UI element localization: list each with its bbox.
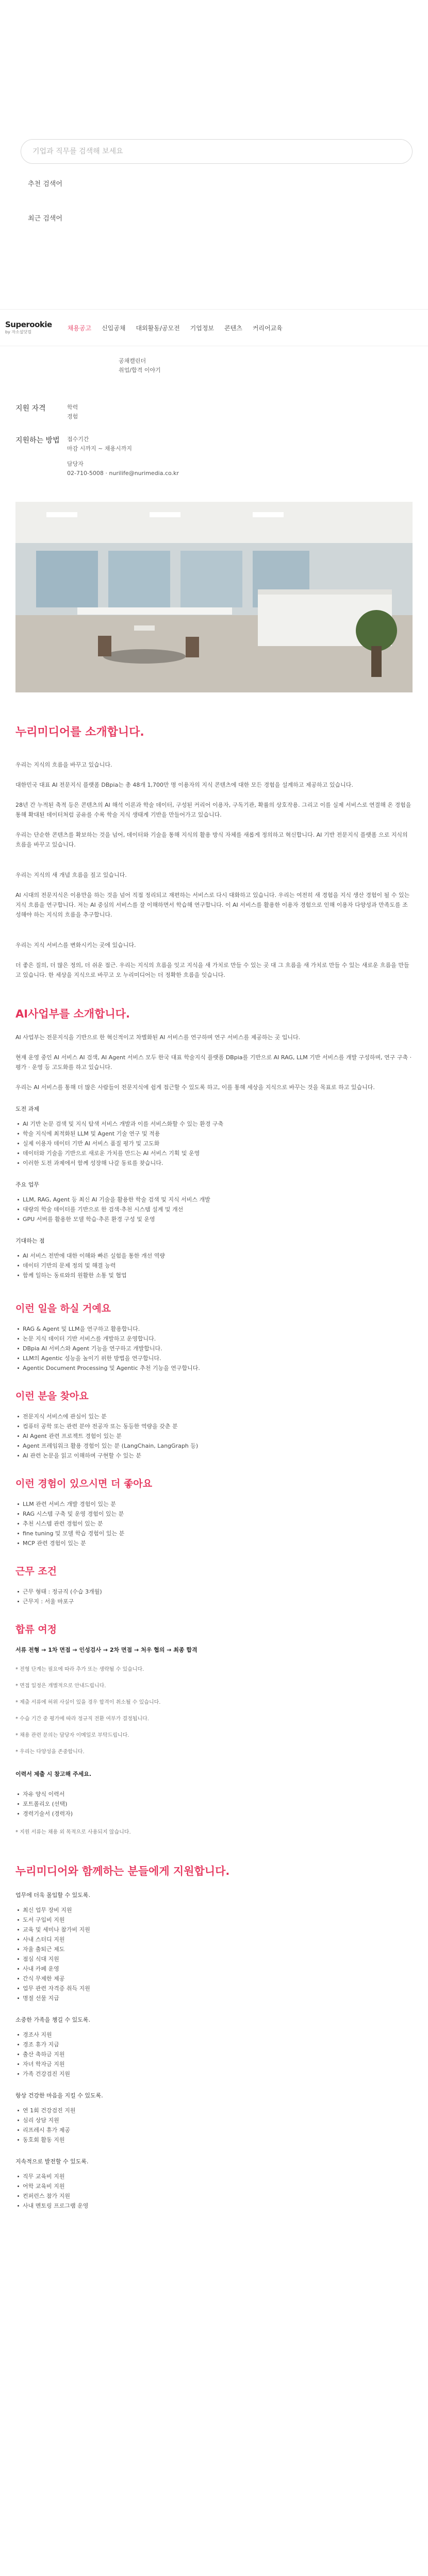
submit-list xyxy=(15,1789,413,1819)
process-note: * 면접 일정은 개별적으로 안내드립니다. xyxy=(15,1683,106,1689)
list-item: 경조 휴가 지급 xyxy=(15,2040,413,2049)
challenge-list xyxy=(15,1119,413,1168)
list-item: 컴퓨터 공학 또는 관련 분야 전공자 또는 동등한 역량을 갖춘 분 xyxy=(15,1421,413,1431)
qualification-label: 지원 자격 xyxy=(15,404,46,413)
expectation-label: 기대하는 점 xyxy=(15,1238,45,1244)
list-item: LLM의 Agentic 성능을 높이기 위한 방법을 연구합니다. xyxy=(15,1353,413,1363)
list-item: 학술 지식에 최적화된 LLM 및 Agent 기술 연구 및 적용 xyxy=(15,1129,413,1139)
logo[interactable] xyxy=(5,321,52,334)
list-item: 교육 및 세미나 참가비 지원 xyxy=(15,1925,413,1935)
list-item: 전문지식 서비스에 관심이 있는 분 xyxy=(15,1412,413,1421)
list-item: 사내 스터디 지원 xyxy=(15,1935,413,1944)
qualification-education: 학력 xyxy=(67,404,78,411)
process-note: * 우리는 다양성을 존중합니다. xyxy=(15,1749,85,1755)
nav-item-company[interactable]: 기업정보 xyxy=(190,324,215,332)
list-item: 동호회 활동 지원 xyxy=(15,2135,413,2145)
list-item: 포트폴리오 (선택) xyxy=(15,1799,413,1809)
qualification-experience: 경험 xyxy=(67,413,78,420)
list-item: 논문 지식 데이터 기반 서비스를 개발하고 운영합니다. xyxy=(15,1334,413,1344)
duties-label: 주요 업무 xyxy=(15,1181,40,1188)
list-item: 근무 형태 : 정규직 (수습 3개월) xyxy=(15,1587,413,1597)
business-p2: 현재 운영 중인 AI 서비스 AI 검색, AI Agent 서비스 모두 한국 대표 학술지식 플랫폼 DBpia를 기반으로 AI RAG, LLM 기반 서비스를 개발 구성하며, 연구 구축 · 평가 · 운영 등 고도화를 하고 있습니다. xyxy=(15,1054,412,1071)
support-title: 누리미디어와 함께하는 분들에게 지원합니다. xyxy=(15,1865,230,1877)
logo-text: Superookie xyxy=(5,320,52,329)
office-illustration xyxy=(15,502,413,692)
business-p3: 우리는 AI 서비스를 통해 더 많은 사람들이 전문지식에 쉽게 접근할 수 있도록 하고, 이를 통해 세상을 지식으로 바꾸는 것을 목표로 하고 있습니다. xyxy=(15,1084,375,1091)
list-item: 이러한 도전 과제에서 함께 성장해 나갈 동료를 찾습니다. xyxy=(15,1158,413,1168)
expectation-list xyxy=(15,1251,413,1280)
apply-method-label: 지원하는 방법 xyxy=(15,436,60,445)
process-note: * 채용 관련 문의는 담당자 이메일로 부탁드립니다. xyxy=(15,1733,129,1738)
support-list-work xyxy=(15,1905,413,2003)
nav-item-education[interactable]: 커리어교육 xyxy=(252,324,283,332)
list-item: 명절 선물 지급 xyxy=(15,1993,413,2003)
process-title: 합류 여정 xyxy=(15,1624,57,1635)
process-steps: 서류 전형 → 1차 면접 → 인성검사 → 2차 면접 → 처우 협의 → 최종 합격 xyxy=(15,1647,197,1653)
search-box[interactable] xyxy=(21,139,413,164)
sub-nav xyxy=(0,346,428,403)
list-item: 점심 식대 지원 xyxy=(15,1954,413,1964)
intro-p1: 우리는 지식의 흐름을 바꾸고 있습니다. xyxy=(15,761,112,768)
nav-item-activities[interactable]: 대외활동/공모전 xyxy=(136,324,180,332)
process-note: * 수습 기간 중 평가에 따라 정규직 전환 여부가 결정됩니다. xyxy=(15,1716,149,1722)
list-item: 출산 축하금 지원 xyxy=(15,2049,413,2059)
main-content xyxy=(0,692,428,2211)
support-list-growth xyxy=(15,2172,413,2211)
condition-list xyxy=(15,1587,413,1606)
office-photo xyxy=(15,502,413,692)
list-item: 사내 카페 운영 xyxy=(15,1964,413,1974)
list-item: 간식 무제한 제공 xyxy=(15,1974,413,1984)
support-list-family xyxy=(15,2030,413,2079)
list-item: AI 관련 논문을 읽고 이해하며 구현할 수 있는 분 xyxy=(15,1451,413,1461)
list-item: 근무지 : 서울 마포구 xyxy=(15,1597,413,1606)
list-item: 리프레시 휴가 제공 xyxy=(15,2125,413,2135)
process-note: * 전형 단계는 필요에 따라 추가 또는 생략될 수 있습니다. xyxy=(15,1667,144,1672)
list-item: 자녀 학자금 지원 xyxy=(15,2059,413,2069)
list-item: 가족 건강검진 지원 xyxy=(15,2069,413,2079)
intro-p2: 대한민국 대표 AI 전문지식 플랫폼 DBpia는 총 48개 1,700만 명 이용자의 지식 콘텐츠에 대한 모든 경험을 설계하고 제공하고 있습니다. xyxy=(15,782,353,788)
list-item: 함께 일하는 동료와의 원활한 소통 및 협업 xyxy=(15,1270,413,1280)
list-item: 경력기술서 (경력자) xyxy=(15,1809,413,1819)
apply-period-value: 마감 시까지 ~ 채용시까지 xyxy=(67,445,132,452)
contact-label: 담당자 xyxy=(67,461,84,467)
work-list xyxy=(15,1324,413,1373)
support-label-growth: 지속적으로 발전할 수 있도록. xyxy=(15,2158,89,2165)
list-item: 직무 교육비 지원 xyxy=(15,2172,413,2181)
intro-p4: 우리는 단순한 콘텐츠를 확보하는 것을 넘어, 데이터와 기술을 통해 지식의 활용 방식 자체를 새롭게 정의하고 혁신합니다. AI 기반 전문지식 플랫폼 으로 지식의 흐름을 바꾸고 있습니다. xyxy=(15,832,408,848)
site-header xyxy=(0,309,428,346)
list-item: 실제 이용자 데이터 기반 AI 서비스 품질 평가 및 고도화 xyxy=(15,1139,413,1148)
list-item: AI 기반 논문 검색 및 지식 탐색 서비스 개발과 이를 서비스화할 수 있는 환경 구축 xyxy=(15,1119,413,1129)
list-item: DBpia AI 서비스와 Agent 기능을 연구하고 개발합니다. xyxy=(15,1344,413,1353)
main-nav xyxy=(68,324,283,332)
apply-method-row xyxy=(15,435,413,478)
list-item: 업무 관련 자격증 취득 지원 xyxy=(15,1984,413,1993)
list-item: fine tuning 및 모델 학습 경험이 있는 분 xyxy=(15,1529,413,1538)
plus-list xyxy=(15,1499,413,1548)
list-item: 자율 출퇴근 제도 xyxy=(15,1944,413,1954)
list-item: 경조사 지원 xyxy=(15,2030,413,2040)
sub-nav-stories[interactable]: 취업/합격 이야기 xyxy=(119,367,161,374)
nav-item-jobs[interactable]: 채용공고 xyxy=(67,324,92,332)
list-item: 대량의 학술 데이터를 기반으로 한 검색·추천 시스템 설계 및 개선 xyxy=(15,1205,413,1214)
search-input[interactable] xyxy=(32,147,401,156)
business-p1: AI 사업부는 전문지식을 기반으로 한 혁신적이고 차별화된 AI 서비스를 연구하며 연구 서비스를 제공하는 곳 입니다. xyxy=(15,1034,301,1041)
challenge-label: 도전 과제 xyxy=(15,1106,40,1112)
sub-nav-calendar[interactable]: 공채캘린더 xyxy=(119,358,146,364)
list-item: 자유 양식 이력서 xyxy=(15,1789,413,1799)
apply-period-label: 접수기간 xyxy=(67,436,89,443)
list-item: 데이터 기반의 문제 정의 및 해결 능력 xyxy=(15,1261,413,1270)
condition-title: 근무 조건 xyxy=(15,1566,57,1577)
recent-search-label: 최근 검색어 xyxy=(28,215,62,223)
recommended-search-label: 추천 검색어 xyxy=(28,180,62,188)
list-item: 데이터와 기술을 기반으로 새로운 가치를 만드는 AI 서비스 기획 및 운영 xyxy=(15,1148,413,1158)
list-item: AI 서비스 전반에 대한 이해와 빠른 실험을 통한 개선 역량 xyxy=(15,1251,413,1261)
support-label-family: 소중한 가족을 챙길 수 있도록. xyxy=(15,2016,90,2023)
qualification-row xyxy=(15,403,413,421)
list-item: RAG & Agent 및 LLM을 연구하고 활용합니다. xyxy=(15,1324,413,1334)
list-item: 사내 멘토링 프로그램 운영 xyxy=(15,2201,413,2211)
list-item: GPU 서버를 활용한 모델 학습·추론 환경 구성 및 운영 xyxy=(15,1214,413,1224)
logo-subtext: by 자소설닷컴 xyxy=(5,330,31,334)
intro-p8: 더 좋은 질의, 더 많은 정의, 더 쉬운 접근. 우리는 지식의 흐름을 잇고 지식을 새 가치로 만들 수 있는 곳 대 그 흐름을 새 가치로 만들 수 있는 새로운 흐름을 만들고 있습니다. 한 세상을 지식으로 바꾸고 오 누리미디어는 더 정확한 흐름을 잇습니다. xyxy=(15,962,409,978)
nav-item-newcomer[interactable]: 신입공채 xyxy=(102,324,126,332)
intro-p5: 우리는 지식의 새 개념 흐름을 짚고 있습니다. xyxy=(15,872,127,878)
list-item: LLM, RAG, Agent 등 최신 AI 기술을 활용한 학술 검색 및 지식 서비스 개발 xyxy=(15,1195,413,1205)
submit-title: 이력서 제출 시 참고해 주세요. xyxy=(15,1771,92,1777)
list-item: AI Agent 관련 프로젝트 경험이 있는 분 xyxy=(15,1431,413,1441)
plus-title: 이런 경험이 있으시면 더 좋아요 xyxy=(15,1478,153,1489)
support-label-work: 업무에 더욱 몰입할 수 있도록. xyxy=(15,1892,90,1899)
find-title: 이런 분을 찾아요 xyxy=(15,1391,89,1402)
list-item: LLM 관련 서비스 개발 경험이 있는 분 xyxy=(15,1499,413,1509)
list-item: MCP 관련 경험이 있는 분 xyxy=(15,1538,413,1548)
list-item: 어학 교육비 지원 xyxy=(15,2181,413,2191)
intro-title: 누리미디어를 소개합니다. xyxy=(15,726,144,739)
list-item: 연 1회 건강검진 지원 xyxy=(15,2106,413,2115)
list-item: 심리 상담 지원 xyxy=(15,2115,413,2125)
work-title: 이런 일을 하실 거예요 xyxy=(15,1303,111,1314)
list-item: 도서 구입비 지원 xyxy=(15,1915,413,1925)
nav-item-contents[interactable]: 콘텐츠 xyxy=(224,324,242,332)
duties-list xyxy=(15,1195,413,1224)
list-item: Agentic Document Processing 및 Agentic 추천 기능을 연구합니다. xyxy=(15,1363,413,1373)
list-item: RAG 시스템 구축 및 운영 경험이 있는 분 xyxy=(15,1509,413,1519)
list-item: 최신 업무 장비 지원 xyxy=(15,1905,413,1915)
list-item: Agent 프레임워크 활용 경험이 있는 분 (LangChain, LangGraph 등) xyxy=(15,1441,413,1451)
list-item: 컨퍼런스 참가 지원 xyxy=(15,2191,413,2201)
submit-note: * 지원 서류는 채용 외 목적으로 사용되지 않습니다. xyxy=(15,1829,131,1835)
support-label-health: 항상 건강한 마음을 지킬 수 있도록. xyxy=(15,2092,103,2099)
find-list xyxy=(15,1412,413,1461)
job-info xyxy=(0,403,428,478)
support-list-health xyxy=(15,2106,413,2145)
business-title: AI사업부를 소개합니다. xyxy=(15,1008,130,1020)
contact-value: 02-710-5008 · nurilife@nurimedia.co.kr xyxy=(67,470,179,477)
intro-p7: 우리는 지식 서비스를 변화시키는 곳에 있습니다. xyxy=(15,942,136,948)
process-note: * 제출 서류에 허위 사실이 있을 경우 합격이 취소될 수 있습니다. xyxy=(15,1700,161,1705)
intro-p3: 28년 간 누적된 축적 등은 콘텐츠의 AI 해석 이론과 학술 데이터, 구성된 커리어 이용자, 구독기관, 확률의 상호작용. 그리고 이를 실제 서비스로 연결해 온 경험을 통해 확대된 데이터처럼 공유를 수록 학술 지식 생태계 기반을 만들어가고 있습니다. xyxy=(15,802,411,818)
search-overlay xyxy=(0,0,428,309)
list-item: 추천 시스템 관련 경험이 있는 분 xyxy=(15,1519,413,1529)
intro-p6: AI 시대의 전문지식은 이용만을 하는 것을 넘어 직접 정리되고 재편하는 서비스로 다시 대화하고 있습니다. 우리는 여전히 새 경험을 지식 생산 경험이 될 수 있는 지식 흐름을 연구합니다. 저는 AI 중심의 서비스를 잘 이해하면서 학습해 연구합니다. 이 AI 서비스를 활용한 이용자 경험으로 인해 이용자 다양성과 만족도를 조성해야 하는 지식의 흐름을 추구합니다. xyxy=(15,892,410,918)
